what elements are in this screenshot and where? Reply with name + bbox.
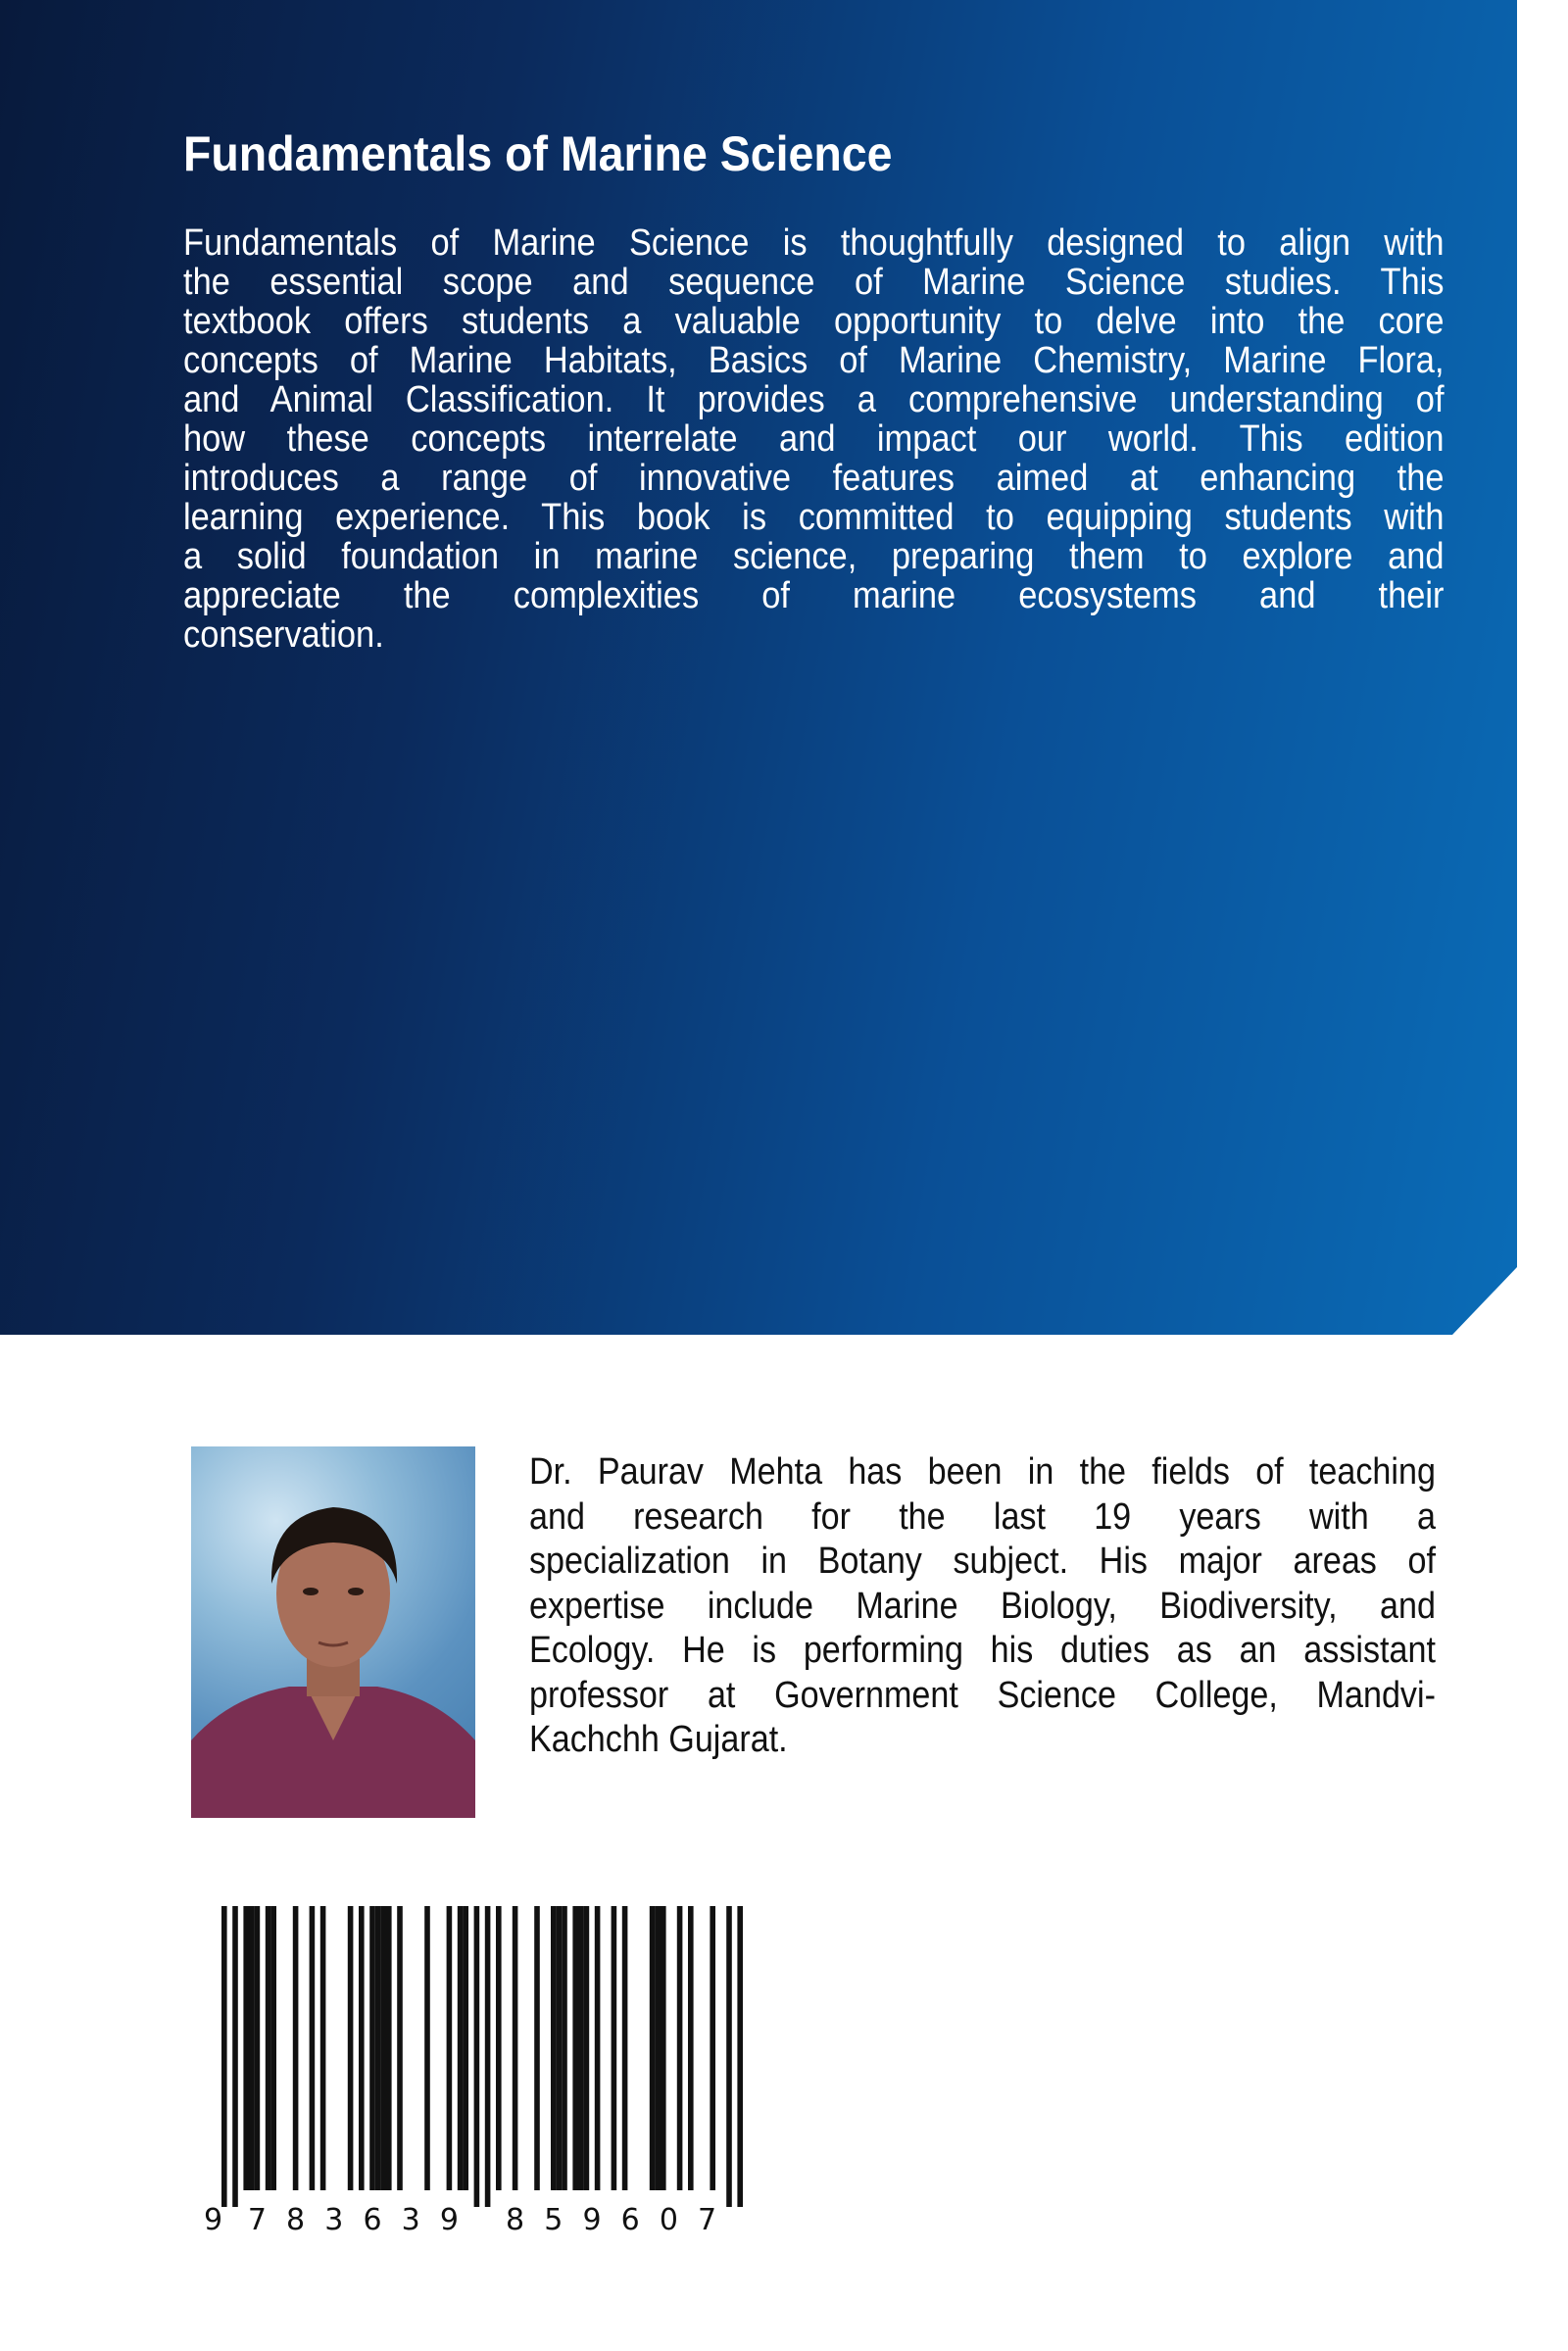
barcode-bar	[270, 1906, 276, 2190]
isbn-digit: 7	[698, 2203, 717, 2234]
isbn-digit: 9	[204, 2203, 223, 2234]
barcode-bar	[458, 1906, 464, 2190]
isbn-digit: 9	[439, 2203, 459, 2234]
barcode-bar	[447, 1906, 453, 2190]
description-line: how these concepts interrelate and impact our world. This edition	[183, 418, 1445, 460]
isbn-barcode	[196, 1901, 764, 2234]
barcode-bar	[710, 1906, 715, 2190]
book-description	[183, 223, 1445, 655]
barcode-bar	[726, 1906, 732, 2207]
description-line: Fundamentals of Marine Science is thoughtfully designed to align with	[183, 222, 1445, 264]
barcode-bar	[221, 1906, 227, 2207]
barcode-bar	[677, 1906, 683, 2190]
barcode-bar	[650, 1906, 656, 2190]
barcode-bar	[255, 1906, 261, 2190]
barcode-bar	[578, 1906, 584, 2190]
isbn-digit: 3	[401, 2203, 420, 2234]
isbn-digit: 0	[659, 2203, 678, 2234]
isbn-digit: 8	[506, 2203, 525, 2234]
barcode-bar	[562, 1906, 567, 2190]
barcode-bar	[375, 1906, 381, 2190]
bio-line: specialization in Botany subject. His major areas of	[529, 1541, 1436, 1582]
bio-line: Kachchh Gujarat.	[529, 1719, 788, 1760]
barcode-bar	[534, 1906, 540, 2190]
isbn-digit: 9	[582, 2203, 602, 2234]
isbn-digit: 3	[324, 2203, 344, 2234]
barcode-bar	[595, 1906, 601, 2190]
barcode-bar	[249, 1906, 255, 2190]
barcode-bar	[496, 1906, 502, 2190]
bio-line: expertise include Marine Biology, Biodiversity, and	[529, 1585, 1436, 1627]
description-line: introduces a range of innovative features aimed at enhancing the	[183, 458, 1445, 499]
description-line: and Animal Classification. It provides a comprehensive understanding of	[183, 379, 1445, 420]
barcode-bar	[463, 1906, 468, 2190]
barcode-bar	[474, 1906, 480, 2207]
barcode-bar	[380, 1906, 386, 2190]
bio-line: professor at Government Science College, Mandvi-	[529, 1674, 1436, 1716]
barcode-bar	[369, 1906, 375, 2190]
barcode-bar	[310, 1906, 316, 2190]
barcode-bar	[397, 1906, 403, 2190]
barcode-bar	[737, 1906, 743, 2207]
description-line: a solid foundation in marine science, preparing them to explore and	[183, 536, 1445, 577]
barcode-bar	[655, 1906, 661, 2190]
bio-line: and research for the last 19 years with a	[529, 1495, 1436, 1538]
barcode-bar	[551, 1906, 557, 2190]
barcode-bar	[243, 1906, 249, 2190]
barcode-bar	[232, 1906, 238, 2207]
barcode-bar	[584, 1906, 590, 2190]
author-photo	[191, 1446, 475, 1818]
isbn-digit: 6	[620, 2203, 640, 2234]
barcode-bar	[622, 1906, 628, 2190]
barcode-bar	[424, 1906, 430, 2190]
barcode-bar	[612, 1906, 617, 2190]
barcode-bar	[266, 1906, 271, 2190]
barcode-bar	[557, 1906, 563, 2190]
bio-line: Dr. Paurav Mehta has been in the fields of teaching	[529, 1451, 1436, 1493]
barcode-bar	[320, 1906, 326, 2190]
author-bio	[529, 1450, 1436, 1763]
barcode-bar	[661, 1906, 666, 2190]
description-line: appreciate the complexities of marine ecosystems and their	[183, 575, 1445, 616]
barcode-bar	[485, 1906, 491, 2207]
isbn-digit: 8	[286, 2203, 306, 2234]
isbn-digit: 7	[247, 2203, 267, 2234]
barcode-bar	[359, 1906, 365, 2190]
book-title: Fundamentals of Marine Science	[183, 126, 893, 181]
description-line: concepts of Marine Habitats, Basics of Marine Chemistry, Marine Flora,	[183, 340, 1445, 381]
barcode-bar	[513, 1906, 518, 2190]
barcode-bar	[688, 1906, 694, 2190]
barcode-bar	[293, 1906, 299, 2190]
barcode-bar	[386, 1906, 392, 2190]
description-line: learning experience. This book is committed to equipping students with	[183, 497, 1445, 538]
barcode-bar	[572, 1906, 578, 2190]
isbn-digit: 5	[544, 2203, 564, 2234]
barcode-bar	[348, 1906, 354, 2190]
description-line: conservation.	[183, 614, 384, 656]
bio-line: Ecology. He is performing his duties as an assistant	[529, 1630, 1436, 1671]
description-line: the essential scope and sequence of Marine Science studies. This	[183, 262, 1445, 303]
description-line: textbook offers students a valuable opportunity to delve into the core	[183, 301, 1445, 342]
isbn-digit: 6	[363, 2203, 382, 2234]
